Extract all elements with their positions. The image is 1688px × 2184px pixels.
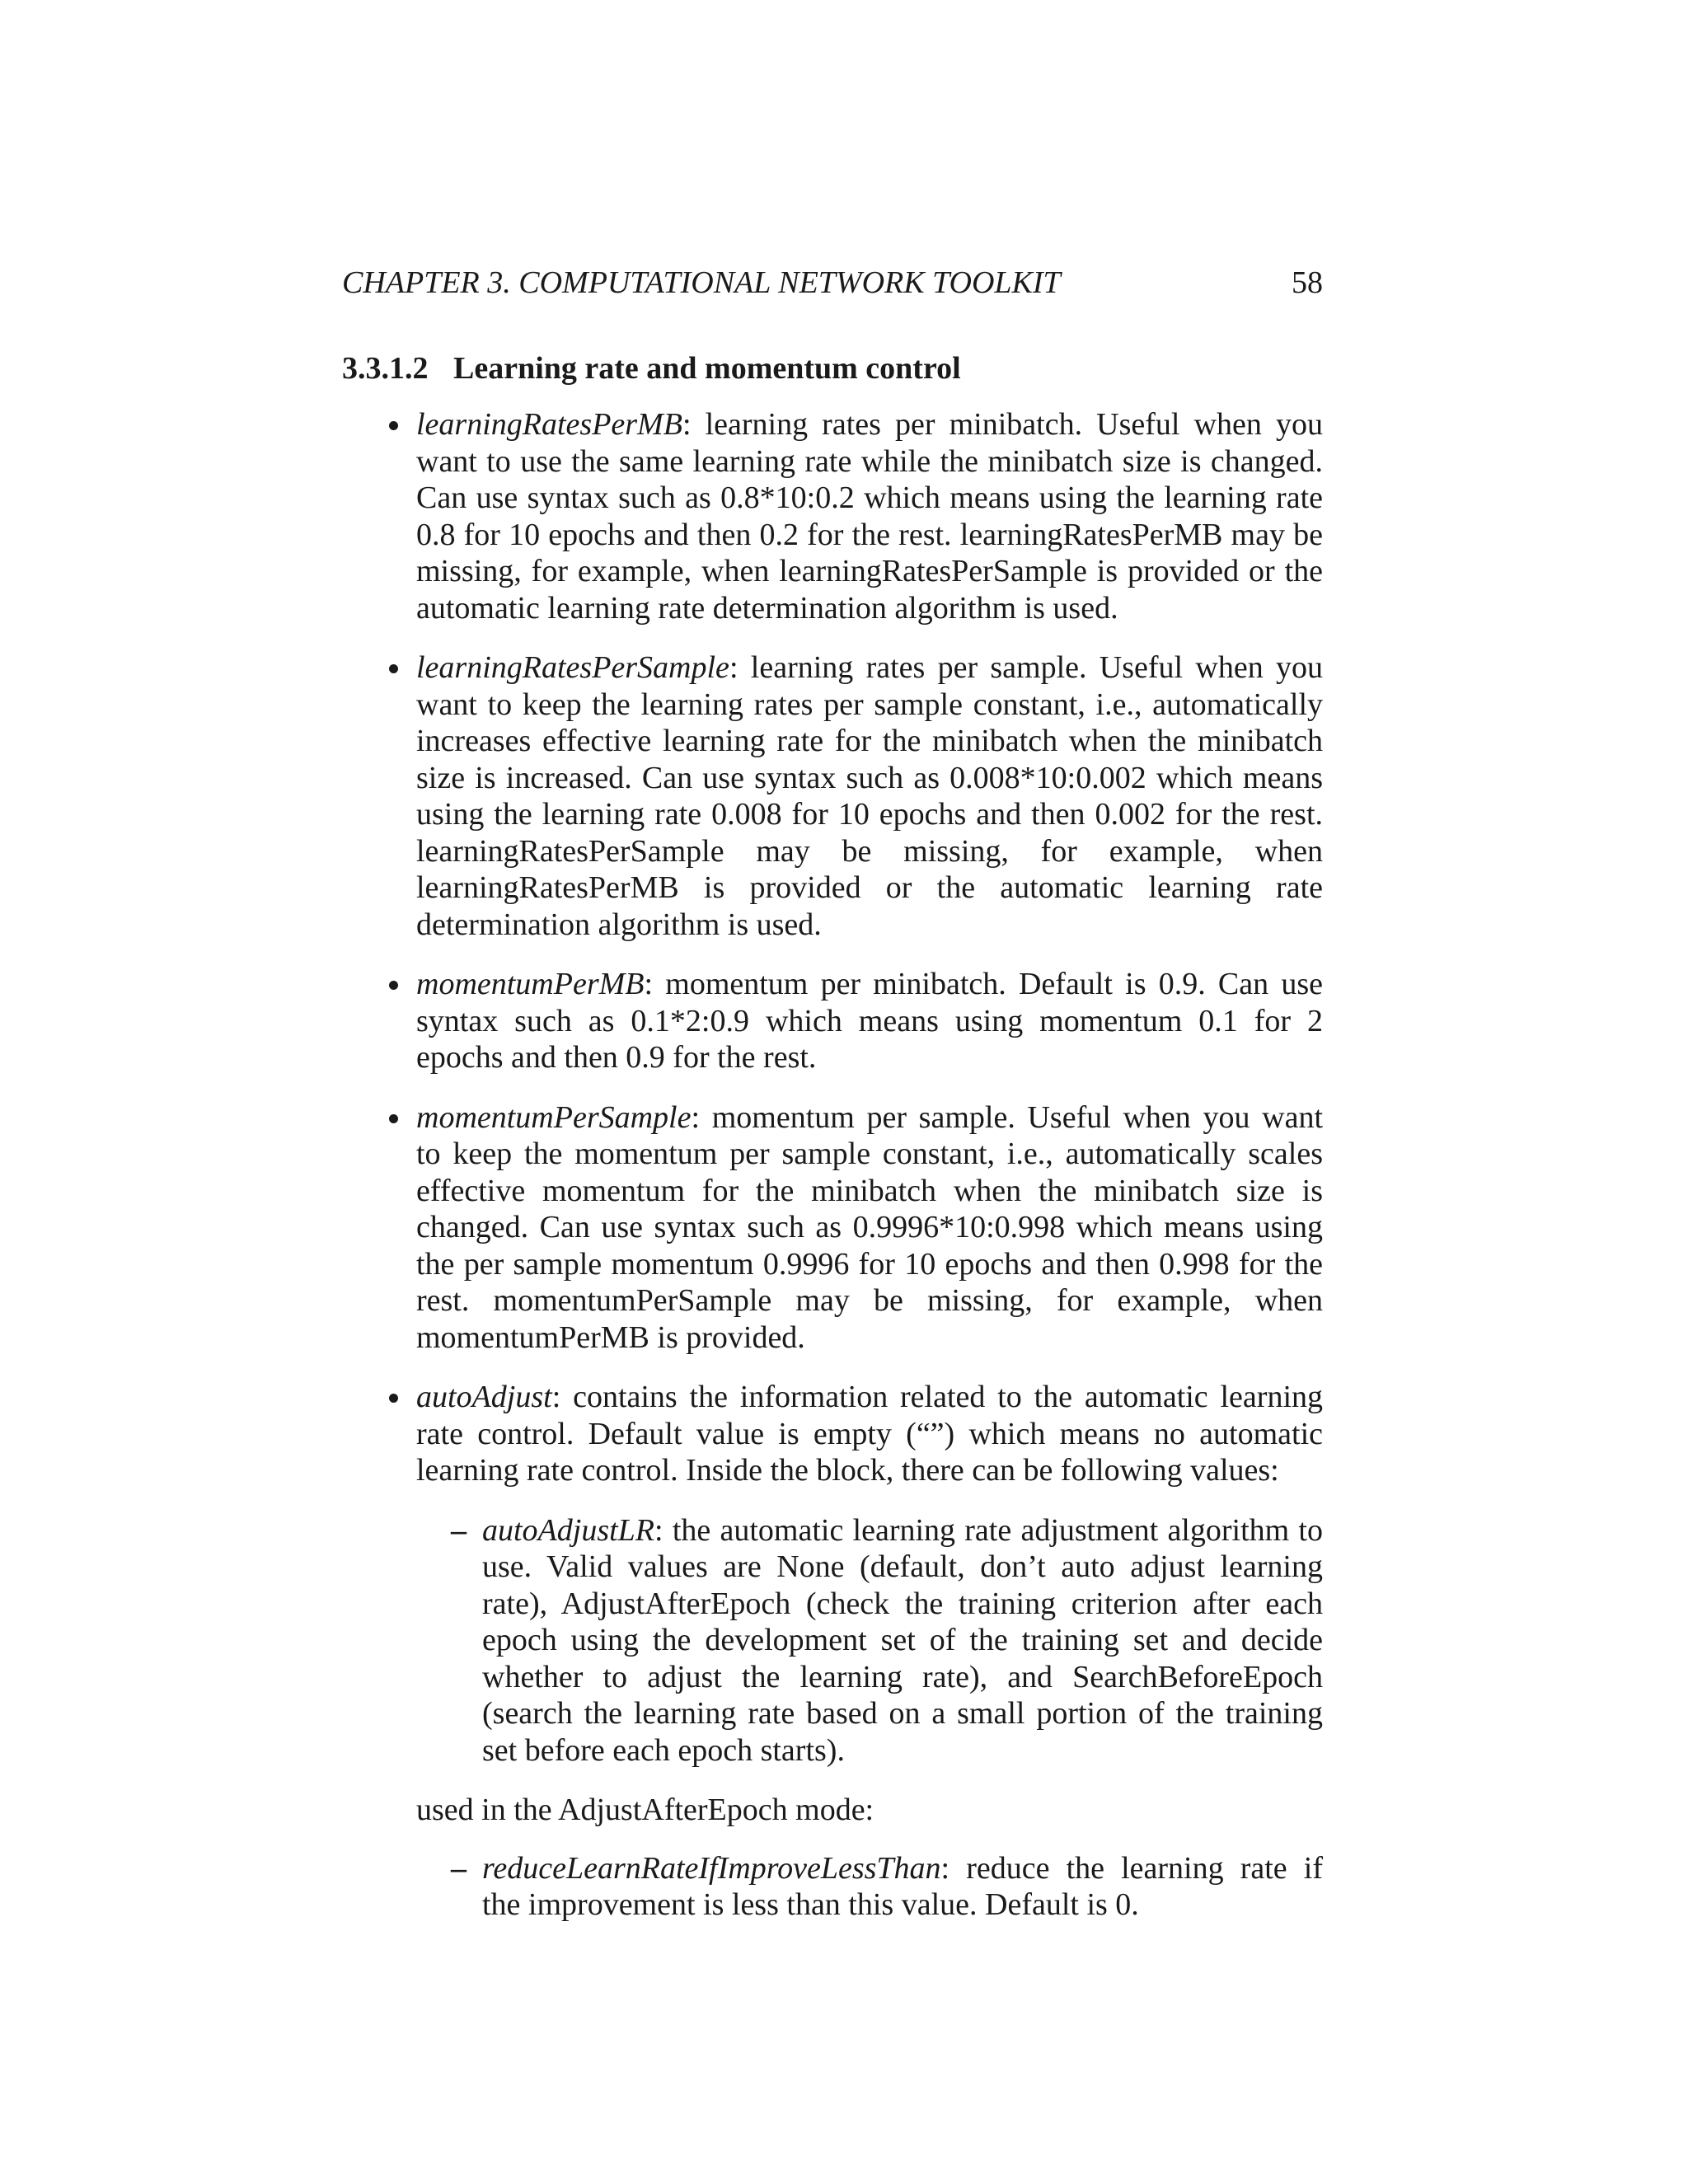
list-item	[342, 649, 1323, 943]
parameter-name: learningRatesPerSample	[416, 650, 729, 685]
chapter-title: CHAPTER 3. COMPUTATIONAL NETWORK TOOLKIT	[342, 265, 1061, 300]
sub-parameter-description: : reduce the learning rate if the improvement is less than this value. Default is 0.	[482, 1850, 1323, 1922]
mode-parameter-block	[342, 1850, 1323, 1924]
running-header	[342, 262, 1323, 303]
sub-list-item	[416, 1512, 1323, 1769]
sub-parameter-description: : the automatic learning rate adjustment algorithm to use. Valid values are None (default, don’t auto adjust learning rate), AdjustAfterEpoch (check the training criterion after each epoch using the development set of the training set and decide whether to adjust the learning rate), and SearchBeforeEpoch (search the learning rate based on a small portion of the training set before each epoch starts).	[482, 1512, 1323, 1768]
sub-parameter-list	[416, 1512, 1323, 1769]
list-item	[342, 966, 1323, 1076]
sub-parameter-name: reduceLearnRateIfImproveLessThan	[482, 1850, 941, 1886]
section-number: 3.3.1.2	[342, 351, 429, 386]
list-item	[342, 1379, 1323, 1769]
parameter-name: learningRatesPerMB	[416, 407, 682, 442]
page-number: 58	[1292, 265, 1323, 300]
sub-list-item	[416, 1850, 1323, 1924]
parameter-description: : learning rates per minibatch. Useful when you want to use the same learning rate while the minibatch size is changed. Can use syntax such as 0.8*10:0.2 which means using the learning rate 0.8 for 10 epochs and then 0.2 for the rest. learningRatesPerMB may be missing, for example, when learningRatesPerSample is provided or the automatic learning rate determination algorithm is used.	[416, 407, 1323, 626]
section-title: Learning rate and momentum control	[453, 351, 961, 386]
parameter-description: : momentum per minibatch. Default is 0.9. Can use syntax such as 0.1*2:0.9 which means using momentum 0.1 for 2 epochs and then 0.9 for the rest.	[416, 967, 1323, 1075]
section-heading	[342, 348, 961, 389]
parameter-description: : momentum per sample. Useful when you want to keep the momentum per sample constant, i.e., automatically scales effective momentum for the minibatch when the minibatch size is changed. Can use syntax such as 0.9996*10:0.998 which means using the per sample momentum 0.9996 for 10 epochs and then 0.998 for the rest. momentumPerSample may be missing, for example, when momentumPerMB is provided.	[416, 1099, 1323, 1355]
body-text	[342, 406, 1323, 1924]
sub-parameter-name: autoAdjustLR	[482, 1512, 655, 1548]
mode-note: used in the AdjustAfterEpoch mode:	[416, 1793, 874, 1827]
parameter-name: momentumPerSample	[416, 1099, 692, 1135]
parameter-description: : contains the information related to the automatic learning rate control. Default value is empty (“”) which means no automatic learning rate control. Inside the block, there can be following values:	[416, 1380, 1323, 1488]
parameter-name: autoAdjust	[416, 1380, 552, 1414]
parameter-list	[342, 406, 1323, 1769]
list-item	[342, 1099, 1323, 1357]
mode-parameter-list	[416, 1850, 1323, 1924]
parameter-name: momentumPerMB	[416, 967, 645, 1001]
list-item	[342, 406, 1323, 626]
parameter-description: : learning rates per sample. Useful when you want to keep the learning rates per sample constant, i.e., automatically increases effective learning rate for the minibatch when the minibatch size is increased. Can use syntax such as 0.008*10:0.002 which means using the learning rate 0.008 for 10 epochs and then 0.002 for the rest. learningRatesPerSample may be missing, for example, when learningRatesPerMB is provided or the automatic learning rate determination algorithm is used.	[416, 650, 1323, 942]
